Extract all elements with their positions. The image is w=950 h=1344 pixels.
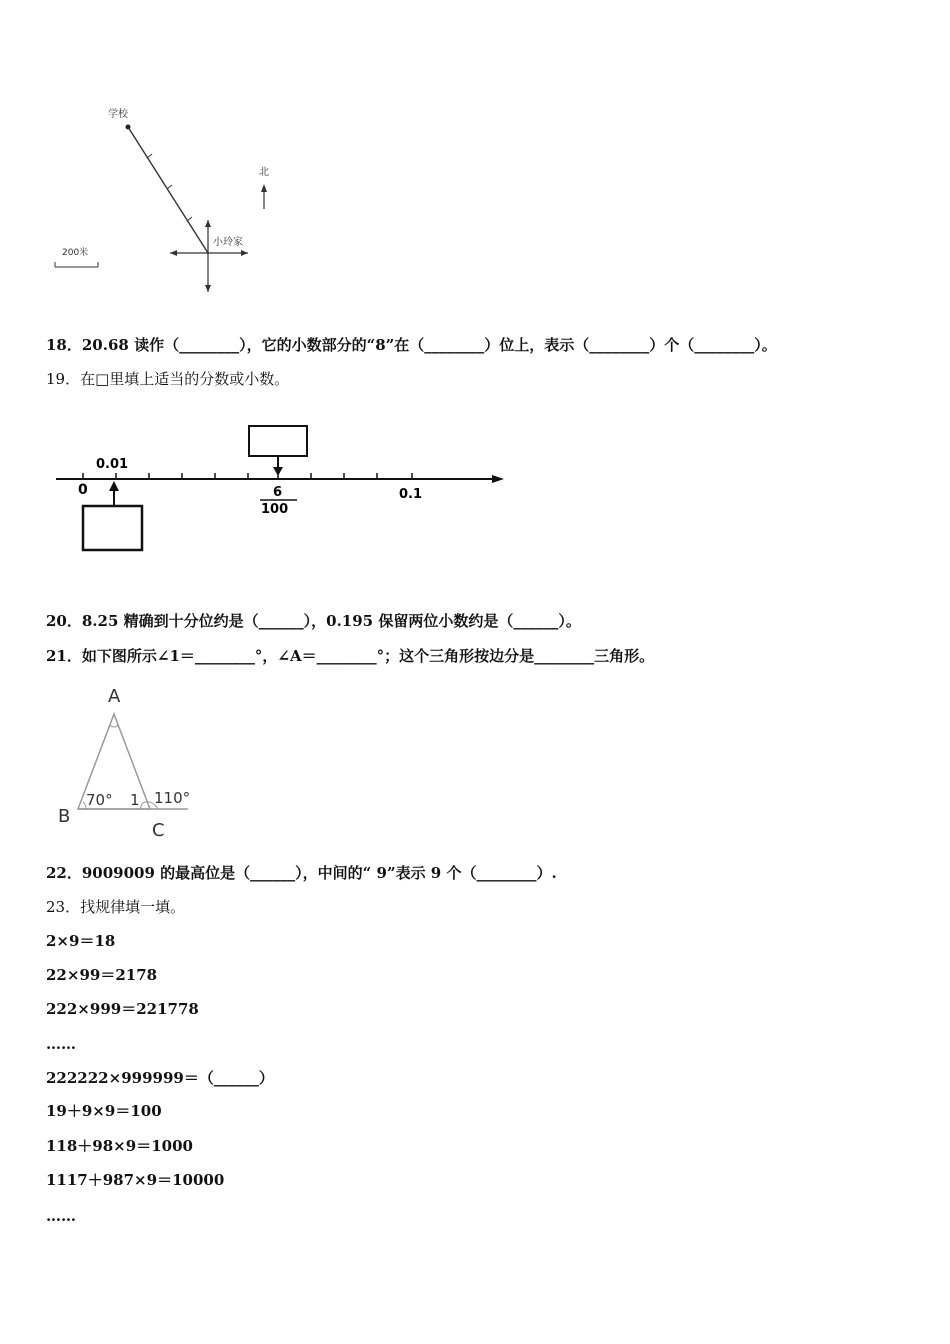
north-arrow-icon xyxy=(261,184,267,192)
question-23: 23．找规律填一填。 xyxy=(46,898,186,916)
pattern-line: …… xyxy=(46,1207,76,1225)
fraction-numerator: 6 xyxy=(273,485,283,500)
up-arrow-icon xyxy=(109,481,119,491)
pattern-line: 2×9＝18 xyxy=(46,932,116,950)
question-19: 19．在□里填上适当的分数或小数。 xyxy=(46,370,290,388)
route-tick xyxy=(147,154,152,158)
answer-box-bottom[interactable] xyxy=(83,506,142,550)
north-label: 北 xyxy=(259,167,269,178)
home-label: 小玲家 xyxy=(213,237,243,248)
map-figure xyxy=(40,95,300,300)
triangle-figure xyxy=(50,680,200,845)
route-line xyxy=(128,127,208,253)
angle-a-arc xyxy=(110,725,118,727)
pattern-line: 118＋98×9＝1000 xyxy=(46,1137,193,1155)
arrow-up-icon xyxy=(205,220,211,227)
question-20: 20．8.25 精确到十分位约是（______），0.195 保留两位小数约是（______）。 xyxy=(46,612,581,630)
question-21: 21．如下图所示∠1＝________°，∠A＝________°；这个三角形按边分是________三角形。 xyxy=(46,647,655,665)
number-line-arrow-icon xyxy=(492,475,504,483)
vertex-c: C xyxy=(152,820,165,841)
down-arrow-icon xyxy=(273,467,283,476)
school-label: 学校 xyxy=(108,109,128,120)
answer-box-top[interactable] xyxy=(249,426,307,456)
label-0-1: 0.1 xyxy=(399,487,423,502)
label-0-01: 0.01 xyxy=(96,457,129,472)
scale-label: 200米 xyxy=(62,248,89,258)
arrow-left-icon xyxy=(170,250,177,256)
route-tick xyxy=(167,185,172,189)
vertex-a: A xyxy=(108,686,121,707)
route-tick xyxy=(187,217,192,221)
arrow-down-icon xyxy=(205,285,211,292)
question-22: 22．9009009 的最高位是（______），中间的“ 9”表示 9 个（________）. xyxy=(46,864,557,882)
angle-ext-label: 110° xyxy=(154,789,191,807)
pattern-line: 22×99＝2178 xyxy=(46,966,158,984)
angle-1-label: 1 xyxy=(130,791,140,809)
pattern-line: 222×999＝221778 xyxy=(46,1000,199,1018)
pattern-line: 222222×999999＝（______） xyxy=(46,1069,274,1087)
vertex-b: B xyxy=(58,806,71,827)
pattern-line: 1117＋987×9＝10000 xyxy=(46,1171,225,1189)
question-18: 18．20.68 读作（________），它的小数部分的“8”在（________）位上，表示（________）个（________）。 xyxy=(46,336,777,354)
fraction-denominator: 100 xyxy=(261,502,289,517)
label-0: 0 xyxy=(78,482,88,498)
pattern-line: 19＋9×9＝100 xyxy=(46,1102,162,1120)
number-line-figure xyxy=(50,420,520,560)
angle-b-label: 70° xyxy=(86,791,113,809)
arrow-right-icon xyxy=(241,250,248,256)
pattern-line: …… xyxy=(46,1035,76,1053)
